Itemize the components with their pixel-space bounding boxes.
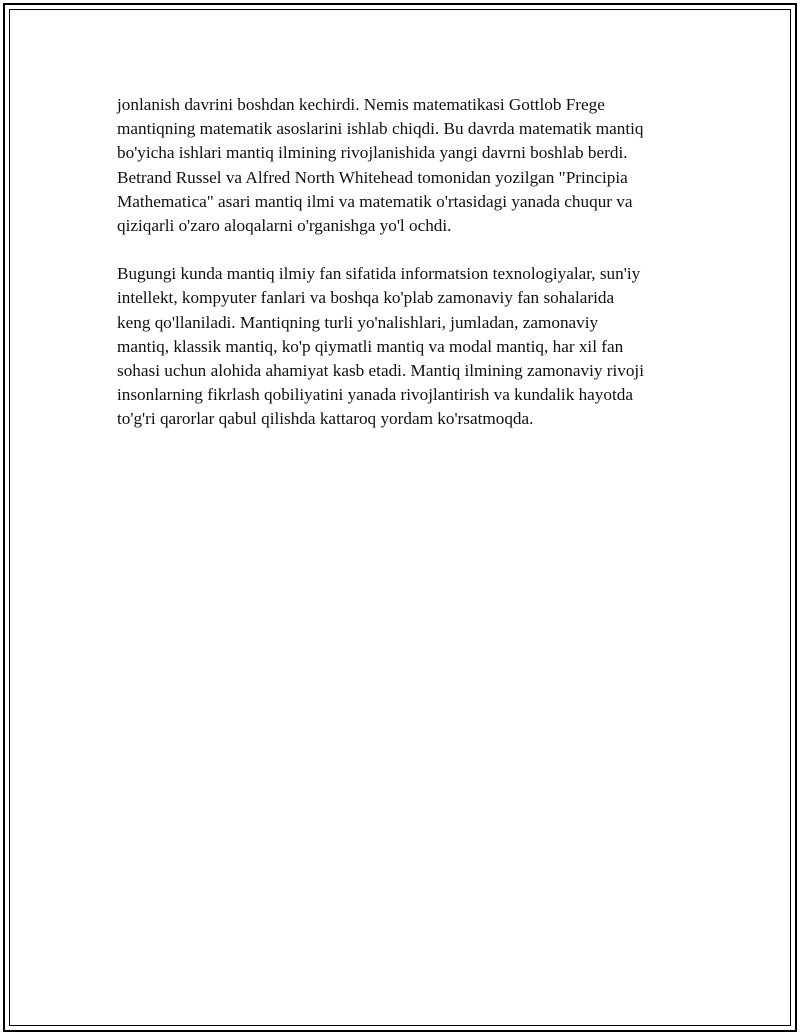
paragraph-modern-applications: Bugungi kunda mantiq ilmiy fan sifatida informatsion texnologiyalar, sun'iy intellekt, kompyuter fanlari va boshqa ko'plab zamonaviy fan sohalarida keng qo'llaniladi. Mantiqning turli yo'nalishlari, jumladan, zamonaviy mantiq, klassik mantiq, ko'p qiymatli mantiq va modal mantiq, har xil fan sohasi uchun alohida ahamiyat kasb etadi. Mantiq ilmining zamonaviy rivoji insonlarning fikrlash qobiliyatini yanada rivojlantirish va kundalik hayotda to'g'ri qarorlar qabul qilishda kattaroq yordam ko'rsatmoqda.	[117, 264, 644, 429]
paragraph-history: jonlanish davrini boshdan kechirdi. Nemis matematikasi Gottlob Frege mantiqning matematik asoslarini ishlab chiqdi. Bu davrda matematik mantiq bo'yicha ishlari mantiq ilmining rivojlanishida yangi davrni boshlab berdi. Betrand Russel va Alfred North Whitehead tomonidan yozilgan "Principia Mathematica" asari mantiq ilmi va matematik o'rtasidagi yanada chuqur va qiziqarli o'zaro aloqalarni o'rganishga yo'l ochdi.	[117, 95, 644, 236]
document-body	[117, 93, 707, 432]
